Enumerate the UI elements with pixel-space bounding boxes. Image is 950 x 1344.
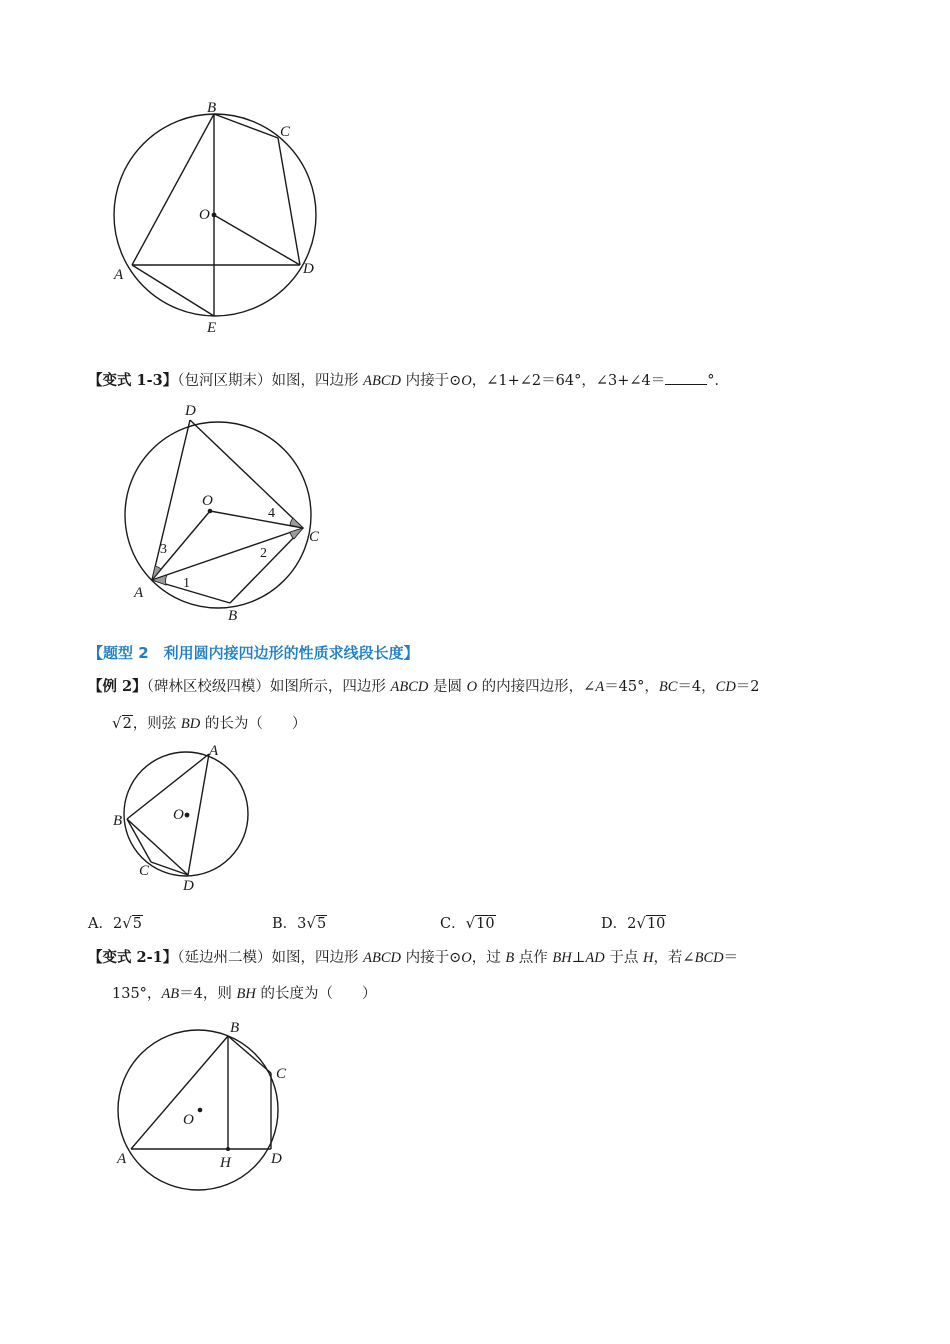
segment-name: BH <box>552 950 572 966</box>
text: ＝4， <box>677 679 716 695</box>
label-O: O <box>183 1112 194 1128</box>
option-b[interactable] <box>272 912 327 933</box>
angle-label-3: 3 <box>160 542 167 557</box>
text: 内接于⊙ <box>400 373 462 389</box>
figure-3-inscribed-quadrilateral <box>105 745 265 895</box>
option-coef: 3 <box>297 916 307 932</box>
circle-name: O <box>466 679 478 695</box>
text: ⊥ <box>571 950 586 966</box>
text: 的长为（ ） <box>200 716 307 732</box>
label-A: A <box>117 1151 127 1167</box>
point-name: H <box>642 950 654 966</box>
option-label: C． <box>440 916 466 932</box>
section-heading: 【题型 2 利用圆内接四边形的性质求线段长度】 <box>88 644 419 662</box>
figure-1-inscribed-quadrilateral <box>100 90 340 350</box>
answer-blank[interactable] <box>665 370 707 385</box>
label-B: B <box>113 813 123 829</box>
text: ，∠1+∠2＝64°，∠3+∠4＝ <box>471 373 666 389</box>
label-D: D <box>271 1151 282 1167</box>
label-B: B <box>230 1020 240 1036</box>
text: 的内接四边形，∠ <box>477 679 596 695</box>
example-2-question-line2 <box>112 713 306 734</box>
text: 点作 <box>514 950 553 966</box>
text: °． <box>707 373 729 389</box>
text: 内接于⊙ <box>400 950 462 966</box>
text: 如图所示，四边形 <box>269 679 391 695</box>
radicand: 5 <box>316 916 327 932</box>
source: （碑林区校级四模） <box>146 679 270 695</box>
sqrt-icon: √10 <box>636 914 666 932</box>
circle-name: O <box>461 373 472 389</box>
radicand: 5 <box>132 916 143 932</box>
variant-2-1-question-line2 <box>112 984 376 1004</box>
sqrt-icon: √10 <box>465 914 495 932</box>
label-C: C <box>139 863 150 879</box>
variant-1-3-question <box>88 370 729 391</box>
angle-label-1: 1 <box>183 576 190 591</box>
text: 于点 <box>604 950 643 966</box>
sqrt-icon: √5 <box>306 914 327 932</box>
angle-name: BCD <box>694 950 724 966</box>
label-A: A <box>114 267 124 283</box>
angle-label-4: 4 <box>268 506 275 521</box>
label-E: E <box>207 320 217 336</box>
text: ＝ <box>723 950 739 966</box>
quad-name: ABCD <box>363 373 401 389</box>
option-label: B． <box>272 916 298 932</box>
label-A: A <box>209 743 219 759</box>
angle-label-2: 2 <box>260 546 267 561</box>
label-O: O <box>199 207 210 223</box>
text: ，则弦 <box>132 716 181 732</box>
segment-name: AB <box>161 986 180 1002</box>
option-label: A． <box>88 916 113 932</box>
text: 的长度为（ ） <box>255 986 377 1002</box>
label-B: B <box>228 608 238 624</box>
label-C: C <box>309 529 320 545</box>
angle-name: A <box>595 679 605 695</box>
variant-1-3-tag: 【变式 1-3】 <box>88 372 178 389</box>
variant-2-1-tag: 【变式 2-1】 <box>88 949 178 966</box>
segment-name: BD <box>180 716 201 732</box>
variant-2-1-question-line1 <box>88 948 738 968</box>
label-C: C <box>280 124 291 140</box>
text: 如图，四边形 <box>271 950 364 966</box>
radicand: 10 <box>646 916 666 932</box>
segment-name: AD <box>585 950 605 966</box>
text: ＝2 <box>735 679 760 695</box>
circle-name: O <box>461 950 472 966</box>
option-coef: 2 <box>112 916 123 932</box>
label-C: C <box>276 1066 287 1082</box>
point-name: B <box>505 950 515 966</box>
source: （包河区期末） <box>177 373 272 389</box>
option-c[interactable] <box>440 912 496 933</box>
segment-name: CD <box>715 679 736 695</box>
example-2-question-line1 <box>88 677 760 697</box>
label-H: H <box>220 1155 231 1171</box>
label-O: O <box>202 493 213 509</box>
text: ＝4，则 <box>179 986 237 1002</box>
text: ，过 <box>471 950 506 966</box>
sqrt-icon: √5 <box>122 914 143 932</box>
segment-name: BH <box>236 986 256 1002</box>
label-O: O <box>173 807 184 823</box>
source: （延边州二模） <box>177 950 272 966</box>
segment-name: BC <box>658 679 678 695</box>
label-B: B <box>207 100 217 116</box>
example-2-tag: 【例 2】 <box>88 678 147 695</box>
text: ，若∠ <box>653 950 695 966</box>
label-A: A <box>134 585 144 601</box>
option-d[interactable] <box>601 912 666 933</box>
text: 135°， <box>112 986 162 1002</box>
radicand: 2 <box>122 716 132 732</box>
option-label: D． <box>601 916 628 932</box>
figure-2-angles-diagram <box>110 395 340 625</box>
quad-name: ABCD <box>390 679 429 695</box>
text: 如图，四边形 <box>271 373 364 389</box>
quad-name: ABCD <box>363 950 401 966</box>
radicand: 10 <box>476 916 495 932</box>
label-D: D <box>183 878 194 894</box>
figure-4-inscribed-quadrilateral <box>105 1015 315 1200</box>
label-D: D <box>303 261 314 277</box>
label-D: D <box>185 403 196 419</box>
text: ＝45°， <box>604 679 659 695</box>
option-a[interactable] <box>88 912 143 933</box>
text: 是圆 <box>428 679 467 695</box>
sqrt-2: √2 <box>112 714 132 732</box>
option-coef: 2 <box>627 916 637 932</box>
